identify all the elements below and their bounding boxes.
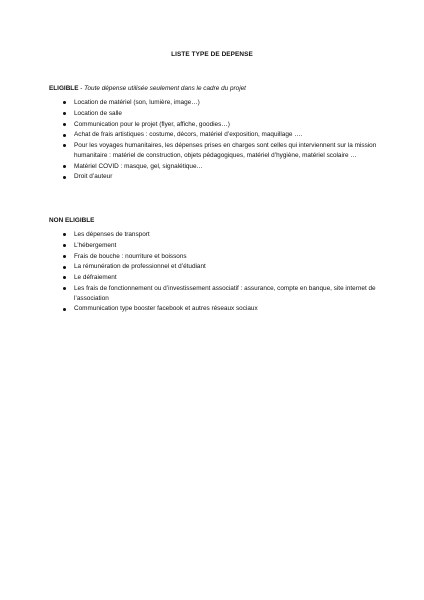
non-eligible-heading [49,216,379,225]
list-item [49,284,379,303]
list-item [49,109,379,119]
bullet-icon [63,255,66,258]
list-item-text: Matériel COVID : masque, gel, signalétique… [74,162,203,170]
list-item [49,230,379,240]
eligible-separator: - [78,85,85,92]
bullet-icon [63,144,66,147]
bullet-icon [63,165,66,168]
list-item-text: Le défraiement [74,274,117,282]
eligible-list [49,98,379,182]
list-item-text: La rémunération de professionnel et d’étudiant [74,263,206,271]
list-item [49,262,379,272]
list-item [49,162,379,172]
bullet-icon [63,308,66,311]
list-item-text: Frais de bouche : nourriture et boissons [74,252,187,260]
bullet-icon [63,176,66,179]
list-item-text: Location de matériel (son, lumière, image…) [74,99,200,106]
list-item-text: Communication pour le projet (flyer, affiche, goodies…) [74,120,230,128]
bullet-icon [63,134,66,137]
bullet-icon [63,244,66,247]
list-item [49,273,379,283]
list-item-text: L’hébergement [74,241,117,249]
list-item-text: Les dépenses de transport [74,231,150,238]
non-eligible-list [49,230,379,314]
bullet-icon [63,287,66,290]
list-item-text: Les frais de fonctionnement ou d’investissement associatif : assurance, compte en banque, site internet de l’association [74,284,376,302]
list-item-text: Droit d’auteur [74,173,113,181]
bullet-icon [63,266,66,269]
list-item [49,98,379,108]
bullet-icon [63,233,66,236]
eligible-description: Toute dépense utilisée seulement dans le cadre du projet [84,85,246,92]
bullet-icon [63,276,66,279]
list-item [49,241,379,251]
list-item [49,252,379,262]
bullet-icon [63,112,66,115]
list-item [49,304,379,314]
list-item [49,141,379,160]
list-item-text: Pour les voyages humanitaires, les dépenses prises en charges sont celles qui interviennent sur la mission humanitaire : matériel de construction, objets pédagogiques, matériel d’hygiène, matériel scolaire … [74,142,377,159]
eligible-heading [49,84,379,93]
list-item [49,130,379,140]
non-eligible-section [49,216,379,315]
eligible-section [49,84,379,183]
list-item-text: Communication type booster facebook et autres réseaux sociaux [74,305,258,313]
list-item [49,172,379,182]
list-item [49,120,379,130]
list-item-text: Location de salle [74,109,122,117]
bullet-icon [63,123,66,126]
list-item-text: Achat de frais artistiques : costume, décors, matériel d’exposition, maquillage …. [74,131,303,139]
document-title: LISTE TYPE DE DEPENSE [171,51,253,58]
bullet-icon [63,101,66,104]
non-eligible-label: NON ELIGIBLE [49,217,95,224]
eligible-label: ELIGIBLE [49,85,79,92]
